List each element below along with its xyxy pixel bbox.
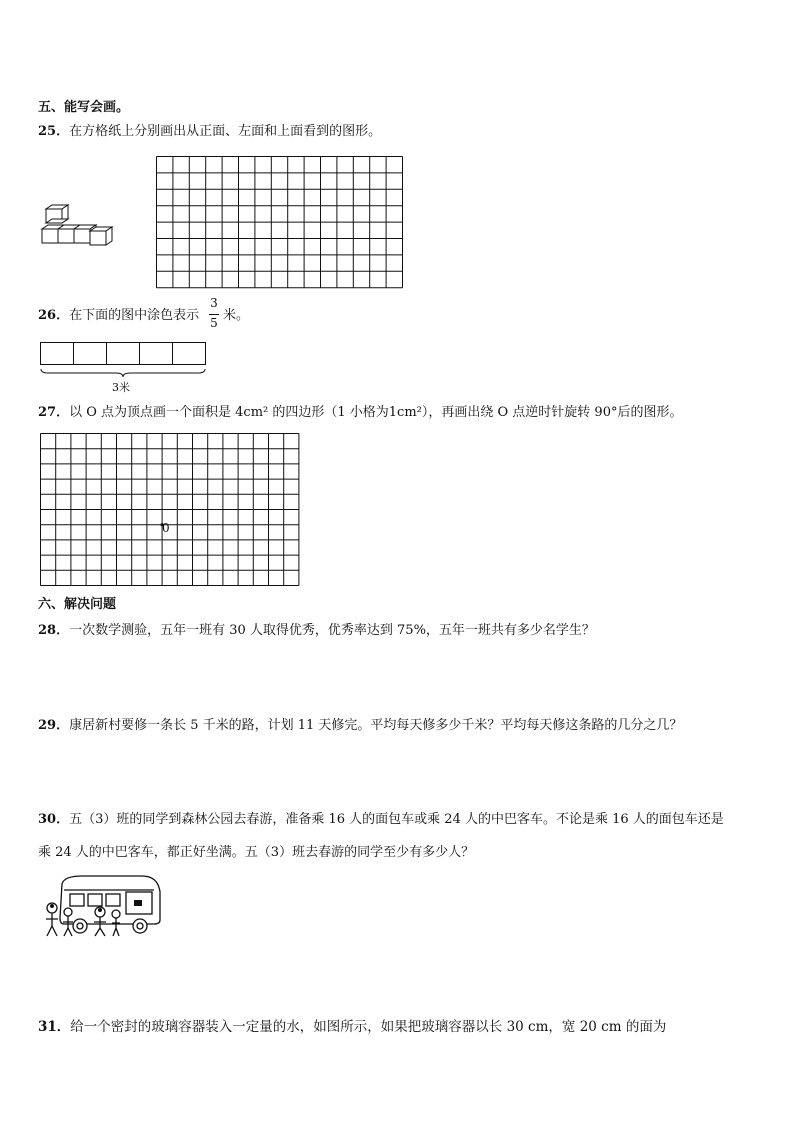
square-grid-views[interactable] bbox=[156, 156, 404, 288]
question-30-line-1 bbox=[38, 812, 724, 828]
question-25 bbox=[38, 124, 381, 140]
section-title-6: 六、解决问题 bbox=[38, 597, 117, 612]
question-text-after: 米。 bbox=[223, 308, 250, 323]
question-text-before: 在下面的图中涂色表示 bbox=[69, 308, 200, 323]
cube-figure bbox=[40, 205, 120, 247]
meter-bar[interactable] bbox=[40, 342, 208, 378]
question-number: 30． bbox=[38, 812, 70, 827]
question-31 bbox=[38, 1019, 666, 1035]
question-number: 28． bbox=[38, 623, 70, 638]
question-text: 在方格纸上分别画出从正面、左面和上面看到的图形。 bbox=[69, 124, 382, 139]
question-29 bbox=[38, 718, 682, 734]
point-o-label: 0 bbox=[162, 521, 170, 535]
bar-length-label: 3米 bbox=[112, 381, 130, 394]
fraction-numerator: 3 bbox=[210, 296, 218, 310]
question-27 bbox=[38, 405, 682, 421]
question-text: 给一个密封的玻璃容器装入一定量的水，如图所示，如果把玻璃容器以长 30 cm，宽 20 cm 的面为 bbox=[70, 1019, 667, 1035]
question-text: 五（3）班的同学到森林公园去春游，准备乘 16 人的面包车或乘 24 人的中巴客车。不论是乘 16 人的面包车还是 bbox=[69, 812, 724, 827]
question-number: 25． bbox=[38, 124, 70, 139]
question-number: 29． bbox=[38, 718, 70, 733]
fraction-denominator: 5 bbox=[210, 316, 218, 330]
question-26 bbox=[38, 308, 199, 324]
question-text: 一次数学测验，五年一班有 30 人取得优秀，优秀率达到 75%，五年一班共有多少名学生？ bbox=[69, 623, 595, 638]
question-number: 31． bbox=[38, 1019, 71, 1035]
section-title-5: 五、能写会画。 bbox=[38, 100, 130, 115]
question-30-line-2: 乘 24 人的中巴客车，都正好坐满。五（3）班去春游的同学至少有多少人？ bbox=[38, 845, 475, 860]
question-text: 以 O 点为顶点画一个面积是 4cm² 的四边形（1 小格为1cm²），再画出绕 O 点逆时针旋转 90°后的图形。 bbox=[69, 405, 683, 420]
question-28 bbox=[38, 623, 595, 639]
fraction-bar bbox=[209, 314, 219, 315]
question-number: 27． bbox=[38, 405, 70, 420]
square-grid-rotation[interactable] bbox=[40, 433, 298, 587]
question-number: 26． bbox=[38, 308, 70, 323]
question-text: 康居新村要修一条长 5 千米的路，计划 11 天修完。平均每天修多少千米？平均每天修这条路的几分之几？ bbox=[69, 718, 683, 733]
bus-illustration bbox=[42, 872, 164, 938]
